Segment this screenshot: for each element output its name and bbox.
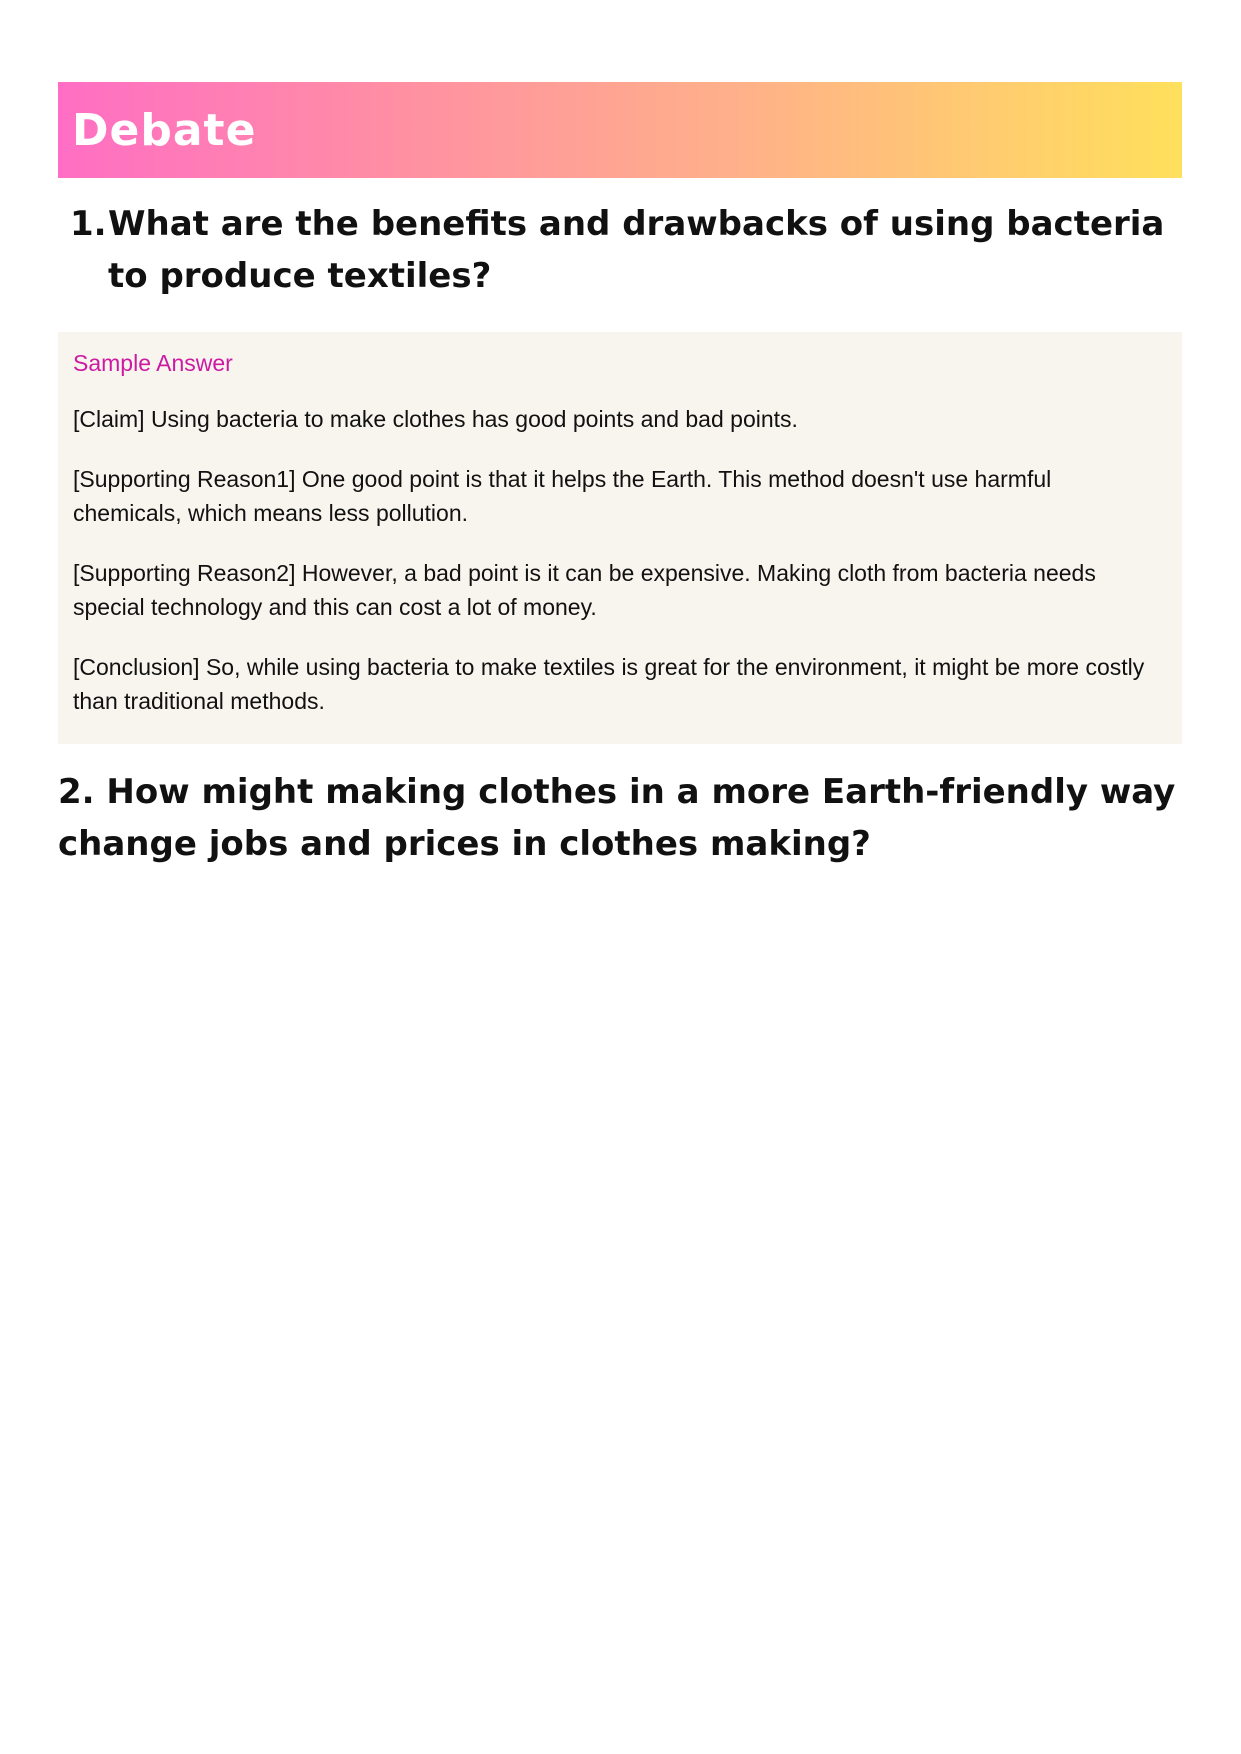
answer-supporting-reason-1: [Supporting Reason1] One good point is that it helps the Earth. This method doesn't use harmful chemicals, which means less pollution. <box>73 466 1052 526</box>
question-2 <box>58 766 1182 870</box>
sample-answer-box <box>58 332 1182 744</box>
question-2-text: How might making clothes in a more Earth-friendly way change jobs and prices in clothes making? <box>58 772 1176 864</box>
answer-conclusion: [Conclusion] So, while using bacteria to make textiles is great for the environment, it might be more costly than traditional methods. <box>73 654 1145 714</box>
answer-claim: [Claim] Using bacteria to make clothes has good points and bad points. <box>73 406 798 432</box>
sample-answer-label: Sample Answer <box>73 350 233 376</box>
question-1 <box>70 198 1180 302</box>
question-1-number: 1. <box>70 204 107 244</box>
question-1-text: What are the benefits and drawbacks of using bacteria to produce textiles? <box>108 204 1165 296</box>
question-2-number: 2. <box>58 772 95 812</box>
section-banner <box>58 82 1182 178</box>
section-title: Debate <box>72 104 257 156</box>
answer-supporting-reason-2: [Supporting Reason2] However, a bad point is it can be expensive. Making cloth from bacteria needs special technology and this can cost a lot of money. <box>73 560 1096 620</box>
